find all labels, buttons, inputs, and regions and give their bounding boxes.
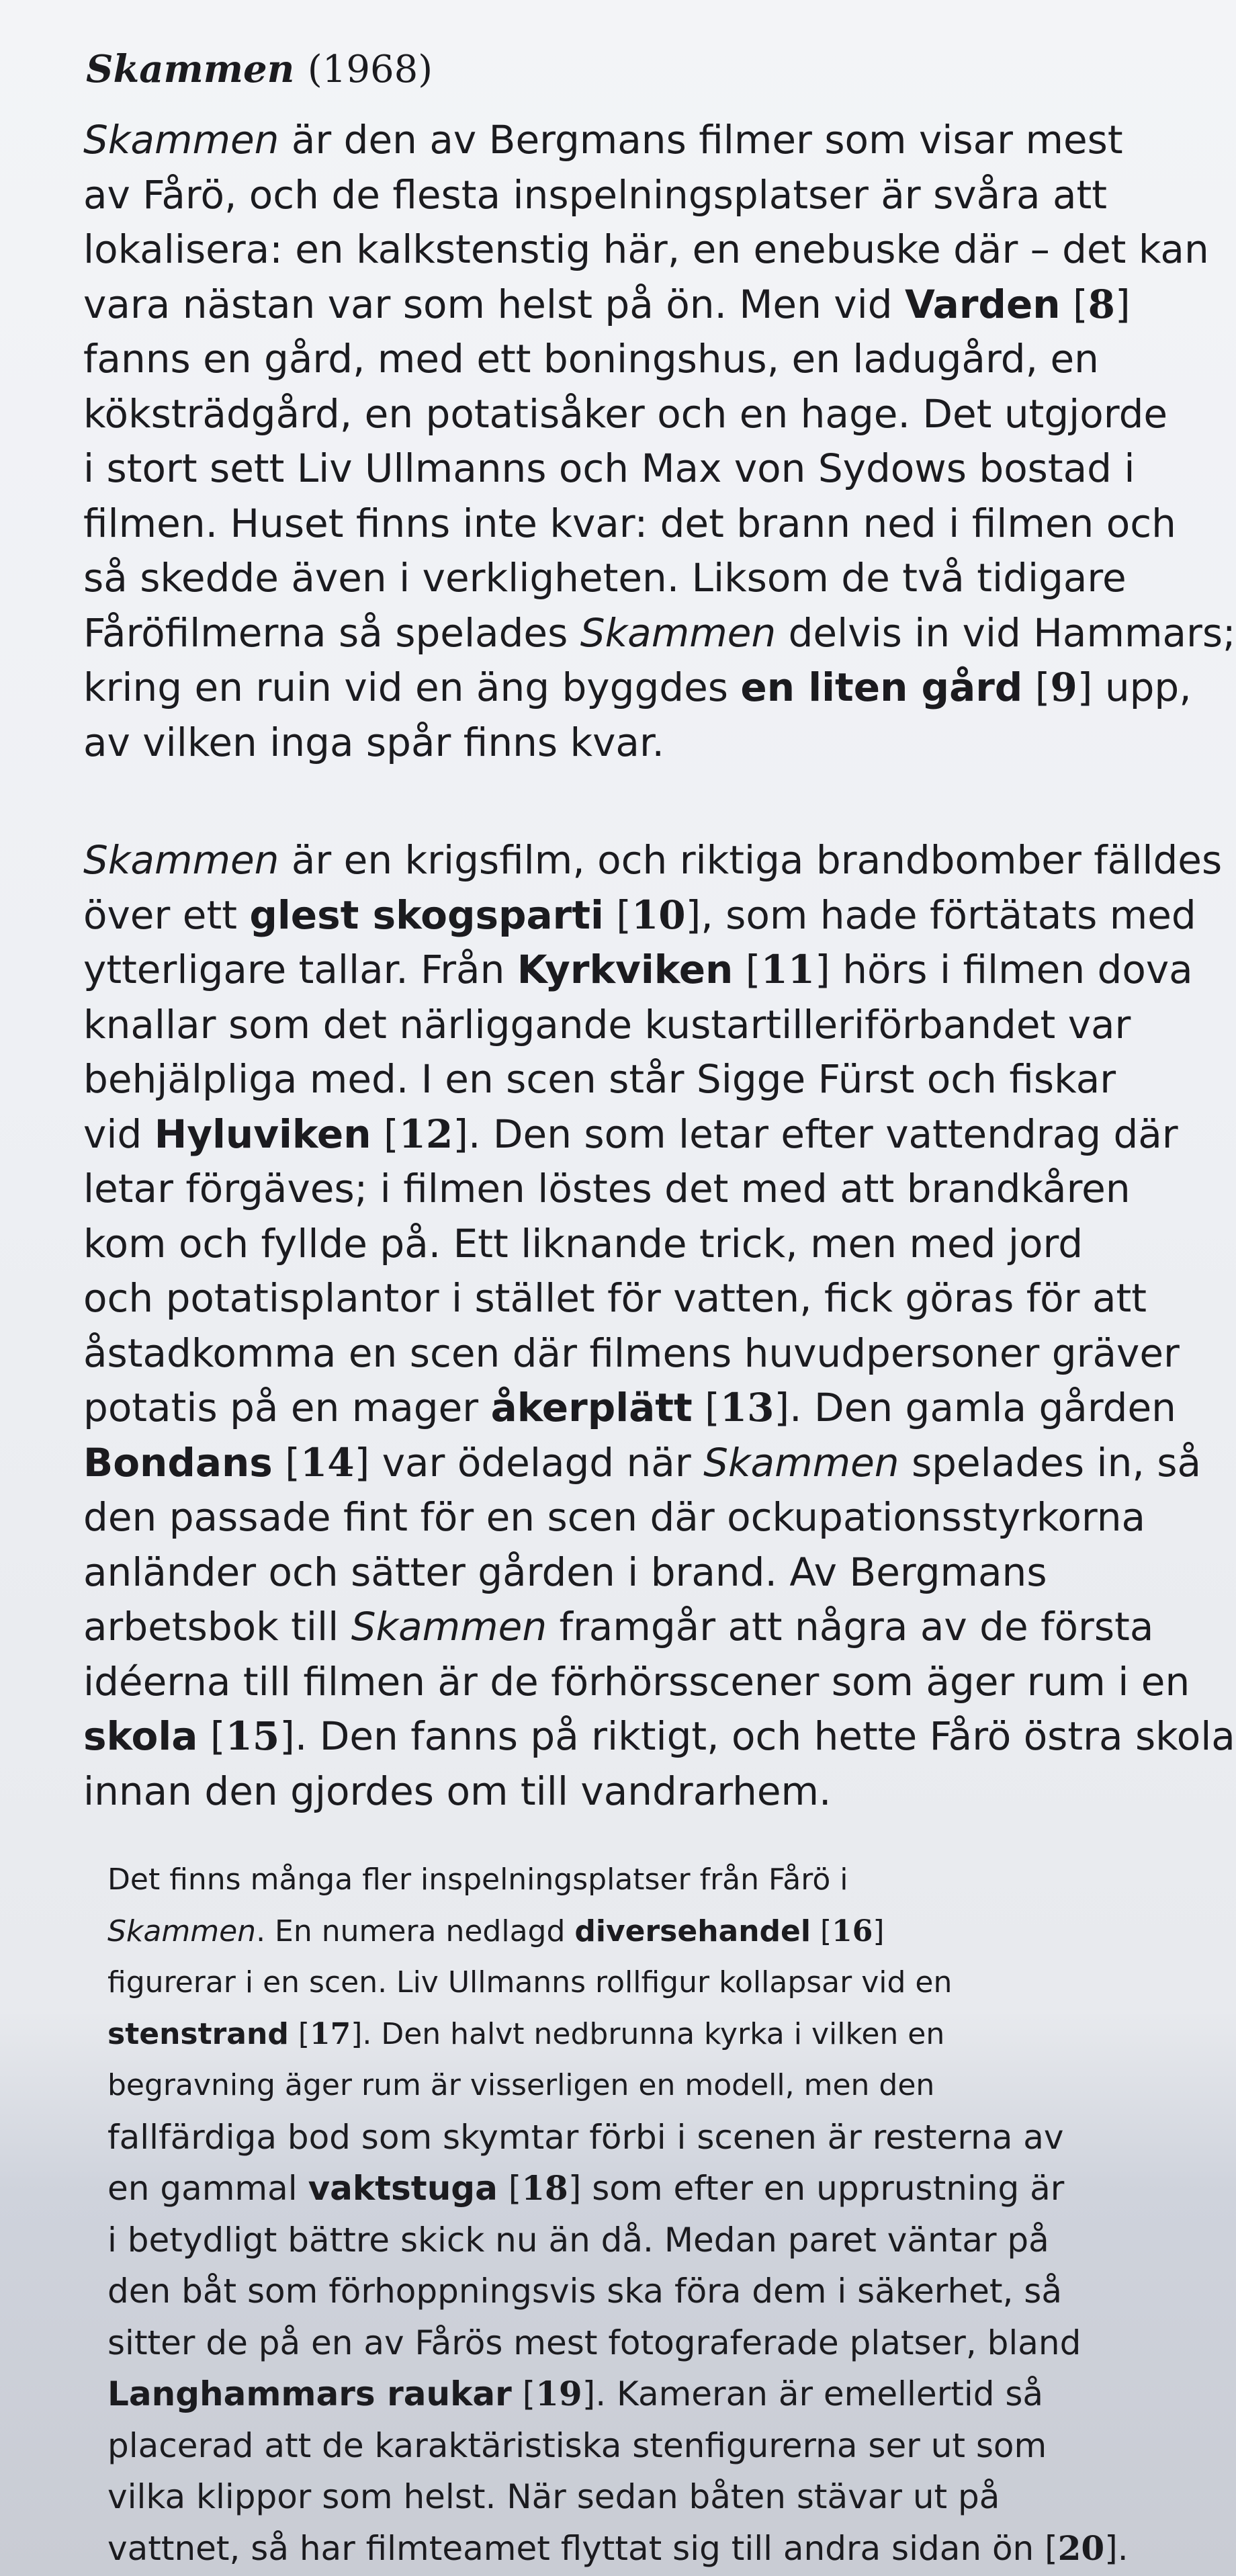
location-name: glest skogsparti	[249, 892, 604, 938]
location-name: diversehandel	[574, 1914, 811, 1948]
body-text: [	[810, 1914, 832, 1948]
body-text: [	[1060, 281, 1088, 327]
body-text: i betydligt bättre skick nu än då. Medan paret väntar på	[107, 2220, 1049, 2260]
body-text: den båt som förhoppningsvis ska föra dem i säkerhet, så	[107, 2272, 1062, 2311]
text-line	[83, 441, 1158, 497]
body-text: figurerar i en scen. Liv Ullmanns rollfigur kollapsar vid en	[107, 1965, 953, 2000]
text-line	[83, 222, 1209, 277]
text-line	[83, 332, 1158, 387]
body-text: så skedde även i verkligheten. Liksom de två tidigare	[83, 555, 1127, 601]
body-text: ]. Kameran är emellertid så	[582, 2374, 1044, 2413]
body-text: vara nästan var som helst på ön. Men vid	[83, 281, 905, 327]
text-line	[83, 1709, 1235, 1764]
body-text: fanns en gård, med ett boningshus, en ladugård, en	[83, 336, 1099, 382]
text-line	[107, 2523, 1169, 2575]
text-line	[83, 1545, 1158, 1600]
body-text: ].	[1104, 2528, 1129, 2568]
map-reference-number: 11	[760, 947, 815, 992]
film-title-ref: Skammen	[83, 837, 279, 883]
map-reference-number: 19	[535, 2374, 582, 2413]
text-line	[107, 2009, 1169, 2061]
body-text: begravning äger rum är visserligen en modell, men den	[107, 2068, 935, 2102]
body-text: [	[288, 2016, 310, 2051]
body-text: ytterligare tallar. Från	[83, 947, 517, 992]
text-line	[107, 2420, 1169, 2472]
film-title-ref: Skammen	[351, 1604, 547, 1649]
body-text: kom och fyllde på. Ett liknande trick, men med jord	[83, 1220, 1084, 1266]
film-title-ref: Skammen	[107, 1914, 257, 1948]
film-title-ref: Skammen	[580, 609, 777, 656]
text-line	[83, 998, 1158, 1053]
location-name: vaktstuga	[308, 2169, 498, 2208]
text-line	[83, 1162, 1158, 1217]
body-text: sitter de på en av Fårös mest fotograferade platser, bland	[107, 2323, 1082, 2362]
body-text: är den av Bergmans filmer som visar mest	[279, 117, 1123, 163]
body-text: ]	[1115, 281, 1131, 327]
body-text: vid	[83, 1111, 154, 1157]
body-text: [	[497, 2169, 522, 2208]
text-line	[107, 2112, 1169, 2163]
text-line	[83, 1271, 1158, 1326]
text-line	[107, 2471, 1169, 2523]
map-reference-number: 16	[832, 1914, 873, 1948]
text-line	[83, 888, 1196, 943]
body-text: [	[511, 2374, 536, 2413]
body-text: delvis in vid Hammars;	[776, 609, 1236, 656]
body-text: behjälpliga med. I en scen står Sigge Fürst och fiskar	[83, 1056, 1116, 1102]
body-text: . En numera nedlagd	[256, 1914, 575, 1948]
text-line	[83, 1381, 1176, 1436]
body-text: anländer och sätter gården i brand. Av Bergmans	[83, 1549, 1047, 1595]
text-line	[83, 660, 1192, 716]
film-year: (1968)	[307, 48, 433, 91]
body-text: av Fårö, och de flesta inspelningsplatser är svåra att	[83, 171, 1108, 218]
body-text: idéerna till filmen är de förhörsscener som äger rum i en	[83, 1658, 1190, 1705]
body-text: köksträdgård, en potatisåker och en hage. Det utgjorde	[83, 390, 1168, 437]
body-text: spelades in, så	[899, 1439, 1202, 1486]
location-name: Hyluviken	[154, 1111, 371, 1157]
body-text: vilka klippor som helst. När sedan båten stävar ut på	[107, 2477, 1000, 2516]
body-text: ]. Den fanns på riktigt, och hette Fårö östra skola	[279, 1713, 1235, 1759]
text-line	[83, 1107, 1178, 1162]
body-text: framgår att några av de första	[547, 1604, 1154, 1649]
map-reference-number: 17	[309, 2016, 351, 2051]
body-text: en gammal	[107, 2169, 308, 2208]
body-text: ]. Den halvt nedbrunna kyrka i vilken en	[351, 2016, 945, 2051]
text-line	[83, 551, 1158, 606]
body-text: av vilken inga spår finns kvar.	[83, 719, 664, 765]
body-text: ], som hade förtätats med	[685, 892, 1196, 938]
body-text: potatis på en mager	[83, 1385, 491, 1430]
body-text: [	[692, 1385, 720, 1430]
film-title: Skammen	[86, 47, 295, 91]
text-line	[107, 2163, 1169, 2215]
body-text: [	[272, 1439, 300, 1486]
body-text: fallfärdiga bod som skymtar förbi i scenen är resterna av	[107, 2117, 1064, 2157]
body-text: innan den gjordes om till vandrarhem.	[83, 1768, 832, 1814]
body-text: letar förgäves; i filmen löstes det med att brandkåren	[83, 1166, 1131, 1211]
body-text: lokalisera: en kalkstenstig här, en enebuske där – det kan	[83, 226, 1209, 272]
body-text: i stort sett Liv Ullmanns och Max von Sydows bostad i	[83, 445, 1135, 491]
text-line	[83, 716, 1158, 771]
location-name: en liten gård	[740, 664, 1023, 710]
text-line	[83, 387, 1168, 442]
text-line	[83, 943, 1193, 998]
paragraph-2	[83, 833, 1235, 1819]
film-title-ref: Skammen	[703, 1439, 899, 1486]
body-text: ]	[873, 1914, 885, 1948]
text-line	[107, 1906, 1169, 1958]
body-text: Fåröfilmerna så spelades	[83, 609, 580, 656]
text-line	[107, 2060, 1169, 2112]
text-line	[83, 1326, 1180, 1381]
paragraph-3	[107, 1854, 1169, 2574]
map-reference-number: 8	[1088, 281, 1116, 327]
location-name: Varden	[904, 281, 1061, 327]
location-name: stenstrand	[107, 2016, 289, 2051]
location-name: Bondans	[83, 1439, 273, 1486]
map-reference-number: 9	[1050, 664, 1077, 710]
body-text: ]. Den som letar efter vattendrag där	[453, 1111, 1178, 1157]
body-text: och potatisplantor i stället för vatten, fick göras för att	[83, 1275, 1147, 1321]
map-reference-number: 20	[1057, 2528, 1105, 2568]
body-text: ] var ödelagd när	[354, 1439, 704, 1486]
text-line	[83, 1052, 1158, 1107]
text-line	[107, 1854, 1169, 1906]
text-line	[107, 1957, 1169, 2009]
map-reference-number: 15	[225, 1713, 280, 1759]
text-line	[83, 168, 1158, 223]
text-line	[107, 2368, 1169, 2420]
film-title-ref: Skammen	[83, 117, 279, 163]
location-name: skola	[83, 1713, 198, 1759]
body-text: knallar som det närliggande kustartilleriförbandet var	[83, 1001, 1131, 1047]
body-text: filmen. Huset finns inte kvar: det brann ned i filmen och	[83, 500, 1176, 546]
location-name: åkerplätt	[490, 1385, 693, 1430]
text-line	[107, 2215, 1169, 2266]
text-line	[83, 1436, 1202, 1491]
paragraph-1	[83, 113, 1236, 770]
text-line	[83, 1490, 1158, 1545]
body-text: över ett	[83, 892, 250, 938]
body-text: ] som efter en upprustning är	[568, 2169, 1065, 2208]
text-line	[83, 833, 1223, 888]
map-reference-number: 10	[631, 892, 686, 938]
map-reference-number: 14	[300, 1439, 355, 1486]
text-line	[83, 1600, 1158, 1655]
body-text: den passade fint för en scen där ockupationsstyrkorna	[83, 1494, 1146, 1540]
body-text: ]. Den gamla gården	[774, 1385, 1176, 1430]
map-reference-number: 13	[719, 1385, 775, 1430]
text-line	[83, 113, 1158, 168]
text-line	[83, 1764, 1158, 1819]
body-text: Det finns många fler inspelningsplatser från Fårö i	[107, 1862, 848, 1897]
map-reference-number: 12	[398, 1111, 453, 1157]
text-line	[83, 1217, 1158, 1272]
body-text: ] hörs i filmen dova	[815, 947, 1193, 992]
location-name: Langhammars raukar	[107, 2374, 512, 2413]
body-text: kring en ruin vid en äng byggdes	[83, 664, 741, 710]
body-text: [	[1022, 664, 1051, 710]
body-text: arbetsbok till	[83, 1604, 351, 1649]
text-line	[83, 1655, 1190, 1710]
body-text: placerad att de karaktäristiska stenfigurerna ser ut som	[107, 2425, 1047, 2465]
body-text: [	[603, 892, 631, 938]
text-line	[107, 2266, 1169, 2317]
text-line	[107, 2317, 1169, 2369]
location-name: Kyrkviken	[517, 947, 734, 992]
text-line	[83, 277, 1158, 333]
body-text: [	[197, 1713, 226, 1759]
text-line	[83, 606, 1236, 661]
section-title	[86, 47, 433, 91]
body-text: ] upp,	[1077, 664, 1192, 710]
body-text: är en krigsfilm, och riktiga brandbomber fälldes	[279, 837, 1223, 883]
map-reference-number: 18	[521, 2168, 568, 2208]
body-text: vattnet, så har filmteamet flyttat sig till andra sidan ön [	[107, 2528, 1058, 2568]
body-text: [	[733, 947, 761, 992]
body-text: [	[371, 1111, 399, 1157]
body-text: åstadkomma en scen där filmens huvudpersoner gräver	[83, 1330, 1180, 1376]
text-line	[83, 497, 1176, 552]
